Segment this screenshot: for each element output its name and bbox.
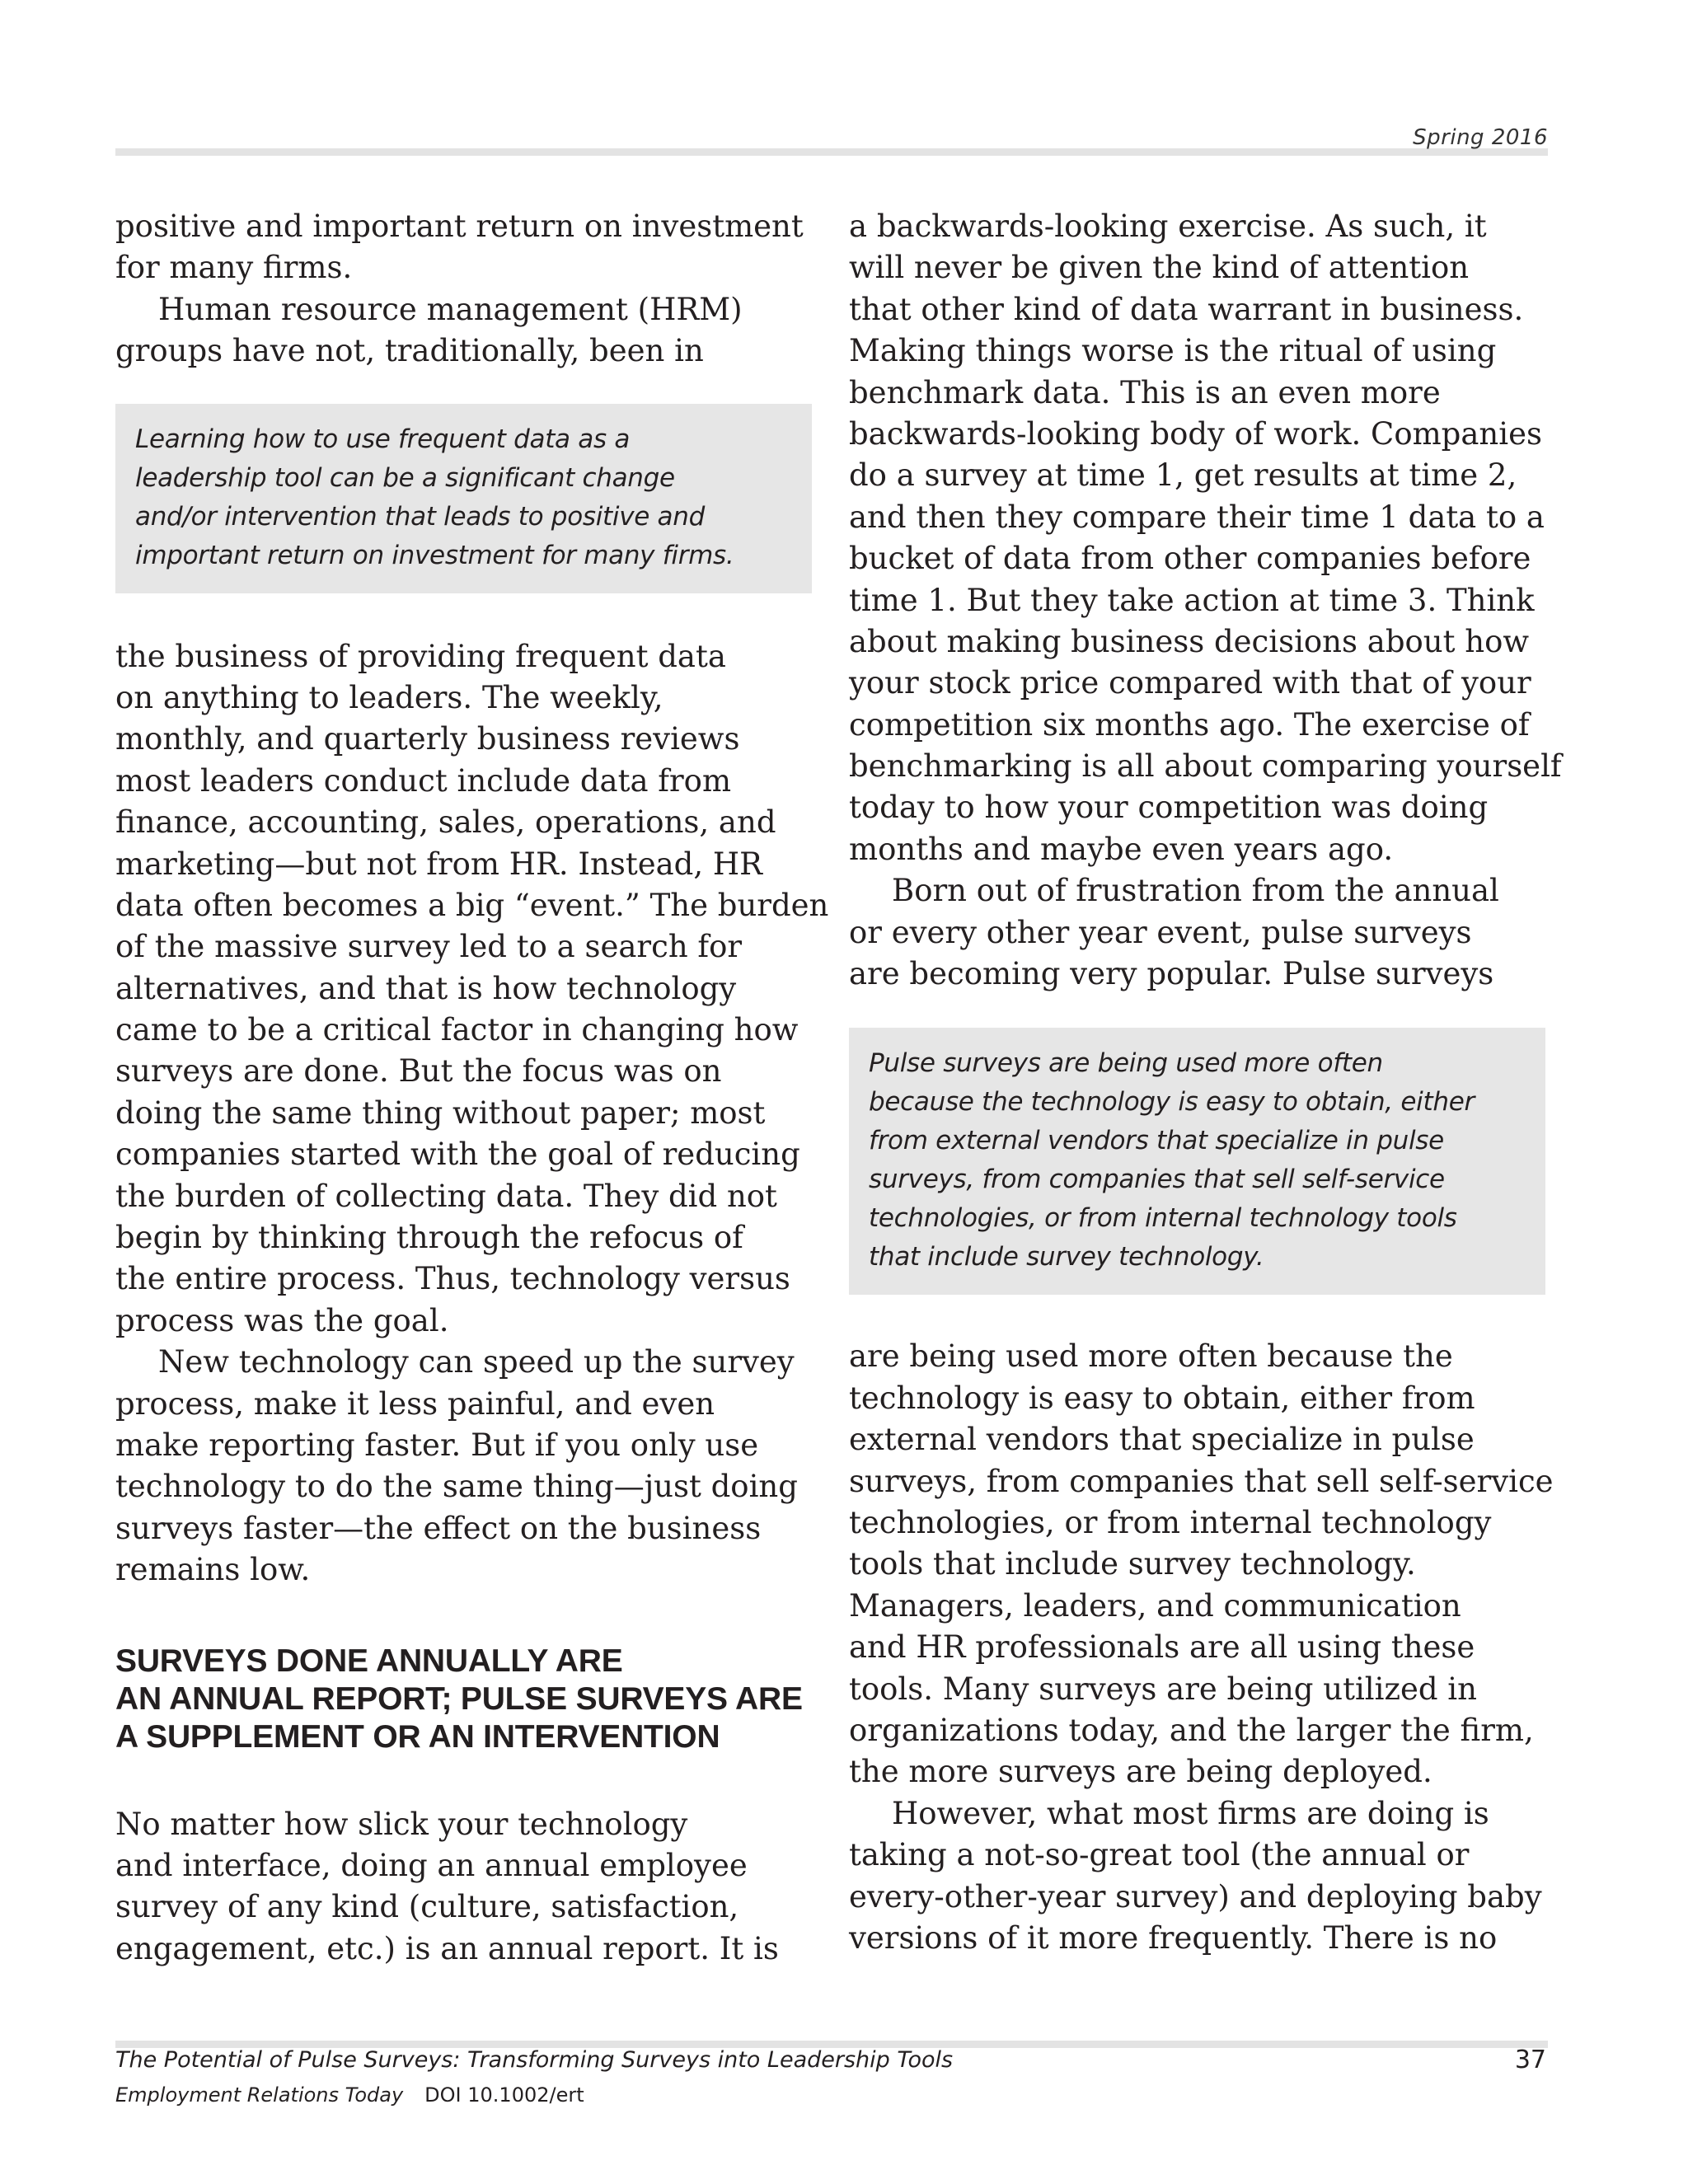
text-line: of the massive survey led to a search for: [115, 929, 743, 965]
text-line: monthly, and quarterly business reviews: [115, 721, 740, 757]
section-heading: [115, 1643, 812, 1756]
text-line: survey of any kind (culture, satisfaction,: [115, 1889, 739, 1925]
text-line: the entire process. Thus, technology versus: [115, 1261, 790, 1297]
footer-article-title: The Potential of Pulse Surveys: Transforming Surveys into Leadership Tools: [115, 2047, 954, 2073]
text-line: Making things worse is the ritual of using: [849, 333, 1497, 369]
text-line: that other kind of data warrant in business.: [849, 291, 1524, 327]
text-line: came to be a critical factor in changing how: [115, 1012, 799, 1048]
doi: DOI 10.1002/ert: [424, 2083, 584, 2107]
text-line: companies started with the goal of reducing: [115, 1137, 800, 1173]
paragraph: [115, 636, 829, 1343]
text-line: marketing—but not from HR. Instead, HR: [115, 846, 762, 882]
text-line: technologies, or from internal technology: [849, 1504, 1492, 1540]
pull-quote-line: Pulse surveys are being used more often: [869, 1048, 1383, 1079]
pull-quote-line: technologies, or from internal technology tools: [869, 1203, 1457, 1234]
page-number: 37: [1514, 2046, 1546, 2074]
text-line: are becoming very popular. Pulse surveys: [849, 956, 1494, 992]
text-line: or every other year event, pulse surveys: [849, 914, 1472, 950]
text-line: most leaders conduct include data from: [115, 762, 732, 799]
text-line: about making business decisions about how: [849, 623, 1530, 659]
text-line: today to how your competition was doing: [849, 790, 1489, 826]
running-head: Spring 2016: [1413, 125, 1548, 150]
paragraph: [115, 1804, 812, 1971]
section-heading-line: A SUPPLEMENT OR AN INTERVENTION: [115, 1718, 720, 1755]
pull-quote-line: from external vendors that specialize in pulse: [869, 1126, 1444, 1156]
text-line: the business of providing frequent data: [115, 638, 726, 674]
text-line: are being used more often because the: [849, 1338, 1453, 1375]
text-line: and interface, doing an annual employee: [115, 1847, 748, 1883]
text-line: time 1. But they take action at time 3. Think: [849, 582, 1535, 618]
paragraph: [115, 206, 812, 289]
text-line: benchmarking is all about comparing yourself: [849, 748, 1562, 785]
left-column: [115, 206, 829, 1970]
text-line: finance, accounting, sales, operations, and: [115, 804, 776, 841]
text-line: on anything to leaders. The weekly,: [115, 679, 663, 715]
pull-quote-line: important return on investment for many firms.: [135, 540, 734, 570]
text-line: begin by thinking through the refocus of: [115, 1220, 743, 1256]
text-line: Human resource management (HRM): [158, 291, 743, 327]
text-line: Managers, leaders, and communication: [849, 1587, 1461, 1624]
pull-quote: [115, 404, 812, 593]
text-line: do a survey at time 1, get results at time 2,: [849, 457, 1517, 494]
text-line: surveys, from companies that sell self-service: [849, 1463, 1554, 1499]
text-line: for many firms.: [115, 250, 353, 286]
paragraph: [849, 1336, 1554, 1793]
pull-quote-line: Learning how to use frequent data as a: [135, 424, 631, 454]
text-line: No matter how slick your technology: [115, 1806, 688, 1842]
text-line: the burden of collecting data. They did not: [115, 1178, 777, 1214]
text-line: make reporting faster. But if you only use: [115, 1427, 759, 1463]
text-line: external vendors that specialize in pulse: [849, 1422, 1475, 1458]
text-line: process was the goal.: [115, 1302, 449, 1338]
text-line: months and maybe even years ago.: [849, 831, 1394, 867]
text-line: doing the same thing without paper; most: [115, 1094, 766, 1131]
text-line: positive and important return on investment: [115, 209, 804, 244]
text-line: process, make it less painful, and even: [115, 1385, 715, 1422]
header-rule: [115, 148, 1548, 156]
text-line: every-other-year survey) and deploying baby: [849, 1878, 1542, 1915]
text-line: surveys are done. But the focus was on: [115, 1053, 722, 1090]
pull-quote-line: leadership tool can be a significant change: [135, 462, 675, 493]
pull-quote-line: and/or intervention that leads to positive and: [135, 501, 705, 532]
text-line: surveys faster—the effect on the business: [115, 1510, 762, 1546]
paragraph: [115, 1342, 812, 1591]
text-line: bucket of data from other companies before: [849, 541, 1531, 577]
text-line: Born out of frustration from the annual: [892, 873, 1499, 909]
text-line: your stock price compared with that of your: [849, 665, 1531, 701]
paragraph: [849, 206, 1562, 870]
text-line: remains low.: [115, 1552, 311, 1588]
text-line: and HR professionals are all using these: [849, 1629, 1475, 1666]
text-line: technology to do the same thing—just doing: [115, 1469, 798, 1505]
pull-quote: [849, 1028, 1545, 1295]
text-line: organizations today, and the larger the firm,: [849, 1712, 1534, 1748]
text-line: a backwards-looking exercise. As such, it: [849, 209, 1487, 244]
paragraph: [849, 870, 1545, 995]
text-line: engagement, etc.) is an annual report. It is: [115, 1930, 779, 1966]
text-line: will never be given the kind of attention: [849, 250, 1470, 286]
pull-quote-line: that include survey technology.: [869, 1242, 1264, 1272]
text-line: taking a not-so-great tool (the annual or: [849, 1837, 1470, 1873]
text-line: tools that include survey technology.: [849, 1546, 1416, 1582]
text-line: benchmark data. This is an even more: [849, 374, 1441, 410]
text-line: technology is easy to obtain, either from: [849, 1380, 1475, 1416]
text-line: backwards-looking body of work. Companies: [849, 415, 1542, 452]
text-line: New technology can speed up the survey: [158, 1344, 795, 1380]
text-line: However, what most firms are doing is: [892, 1795, 1489, 1831]
right-column: [849, 206, 1562, 1959]
text-line: tools. Many surveys are being utilized in: [849, 1671, 1477, 1707]
pull-quote-line: surveys, from companies that sell self-service: [869, 1165, 1445, 1195]
text-line: and then they compare their time 1 data to a: [849, 499, 1545, 535]
text-line: groups have not, traditionally, been in: [115, 333, 704, 369]
paragraph: [115, 289, 812, 373]
section-heading-line: AN ANNUAL REPORT; PULSE SURVEYS ARE: [115, 1680, 803, 1717]
text-line: versions of it more frequently. There is no: [849, 1919, 1498, 1956]
text-line: alternatives, and that is how technology: [115, 970, 737, 1006]
section-heading-line: SURVEYS DONE ANNUALLY ARE: [115, 1643, 623, 1679]
footer-journal-info: [115, 2083, 584, 2107]
paragraph: [849, 1793, 1545, 1960]
journal-name: Employment Relations Today: [115, 2083, 404, 2107]
text-line: the more surveys are being deployed.: [849, 1754, 1432, 1790]
text-line: competition six months ago. The exercise of: [849, 706, 1530, 743]
text-line: data often becomes a big “event.” The burden: [115, 887, 829, 923]
pull-quote-line: because the technology is easy to obtain, either: [869, 1087, 1475, 1118]
